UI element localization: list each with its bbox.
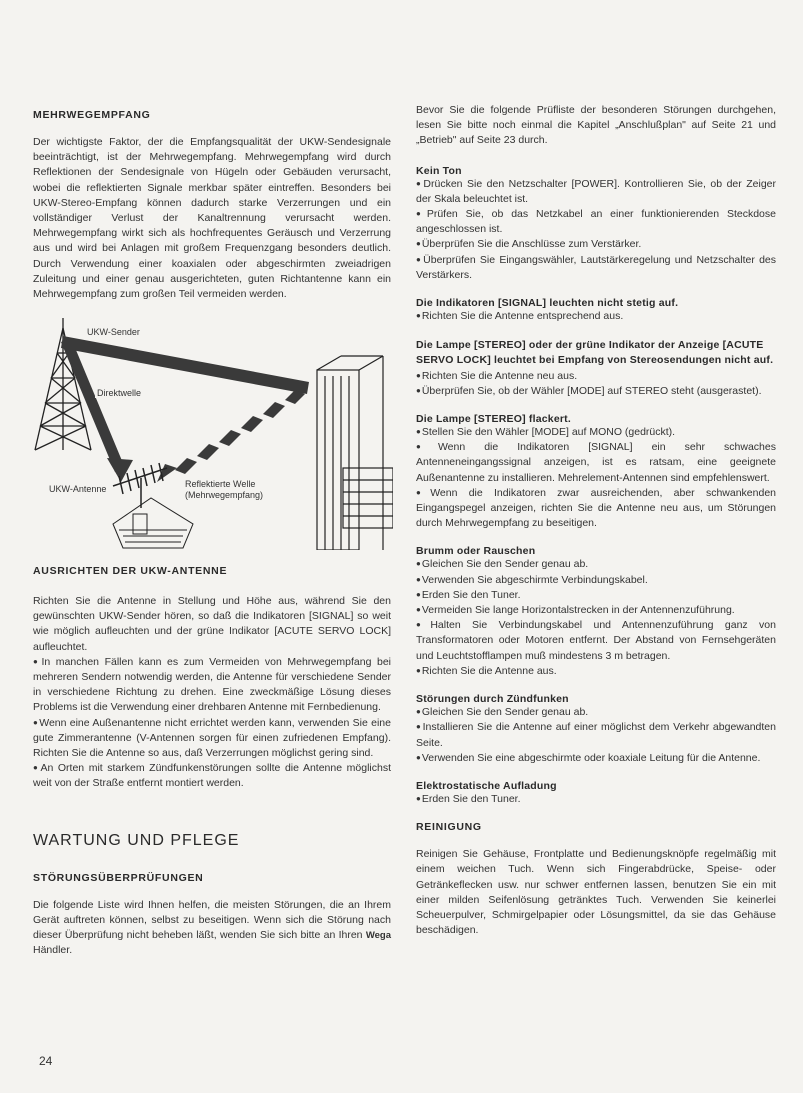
section-title: Elektrostatische Aufladung	[416, 779, 557, 792]
list-item: ● Installieren Sie die Antenne auf einer möglichst dem Verkehr abgewandten Seite.	[416, 720, 776, 750]
list-item: ● Prüfen Sie, ob das Netzkabel an einer funktionierenden Steckdose angeschlossen ist.	[416, 207, 776, 237]
list-item: ● Richten Sie die Antenne aus.	[416, 664, 776, 679]
label-ukw-antenne: UKW-Antenne	[49, 484, 107, 494]
section-title: Brumm oder Rauschen	[416, 545, 536, 558]
list-item: ● Richten Sie die Antenne neu aus.	[416, 369, 776, 384]
list-item: ● Überprüfen Sie, ob der Wähler [MODE] auf STEREO steht (ausgerastet).	[416, 384, 776, 399]
heading-mehrwegempfang: MEHRWEGEMPFANG	[33, 109, 151, 121]
section-title: Kein Ton	[416, 164, 462, 177]
list-item: ● Verwenden Sie eine abgeschirmte oder koaxiale Leitung für die Antenne.	[416, 751, 776, 766]
label-ukw-sender: UKW-Sender	[87, 327, 140, 337]
paragraph-ausrichten: Richten Sie die Antenne in Stellung und Höhe aus, während Sie den gewünschten UKW-Sender hören, so daß die Indikatoren [SIGNAL] so weit wie möglich aufleuchten und der grüne Indikator [ACUTE SERVO LOCK] aufleuchtet.	[33, 595, 391, 653]
list-item: ● Stellen Sie den Wähler [MODE] auf MONO (gedrückt).	[416, 425, 776, 440]
list-item: ● Wenn die Indikatoren zwar ausreichenden, aber schwankenden Eingangspegel anzeigen, richten Sie die Antenne neu aus, um Störungen durch Mehrwegempfang zu beseitigen.	[416, 486, 776, 532]
list-item: ● Erden Sie den Tuner.	[416, 792, 776, 807]
left-column-lower	[33, 565, 391, 958]
list-item: ● Überprüfen Sie Eingangswähler, Lautstärkeregelung und Netzschalter des Verstärkers.	[416, 253, 776, 283]
paragraph-intro: Bevor Sie die folgende Prüfliste der besonderen Störungen durchgehen, lesen Sie bitte noch einmal die Kapitel „Anschlußplan" auf Seite 21 und „Betrieb" auf Seite 23 durch.	[416, 104, 776, 147]
section-title: Die Indikatoren [SIGNAL] leuchten nicht stetig auf.	[416, 297, 679, 310]
list-item: ● Drücken Sie den Netzschalter [POWER]. Kontrollieren Sie, ob der Zeiger der Skala beleuchtet ist.	[416, 177, 776, 207]
list-item: ● Vermeiden Sie lange Horizontalstrecken in der Antennenzuführung.	[416, 603, 776, 618]
multipath-figure	[33, 318, 393, 550]
paragraph-reinigung: Reinigen Sie Gehäuse, Frontplatte und Bedienungsknöpfe regelmäßig mit einem weichen Tuch. Wenn sich Fingerabdrücke, Speise- oder Getränkeflecken usw. nur schwer entfernen lassen, benutzen Sie ein mit einer milden Seifenlösung getränktes Tuch. Verwenden Sie keinerlei Scheuerpulver, Schmirgelpapier oder Lösungsmittel, da sie das Gehäuse beschädigen.	[416, 848, 776, 937]
list-item: ● Verwenden Sie abgeschirmte Verbindungskabel.	[416, 573, 776, 588]
section-title: Die Lampe [STEREO] oder der grüne Indikator der Anzeige [ACUTE SERVO LOCK] leuchtet bei Empfang von Stereosendungen nicht auf.	[416, 339, 774, 367]
paragraph-mehrwegempfang: Der wichtigste Faktor, der die Empfangsqualität der UKW-Sendesignale beeinträchtigt, ist der Mehrwegempfang. Mehrwegempfang wird durch Reflektionen der Sendesignale von Hügeln oder Gebäuden verursacht, wobei die reflektierten Signale merkbar später eintreffen. Besonders bei UKW-Stereo-Empfang können dadurch starke Verzerrungen und ein vollständiger Verlust der Kanaltrennung verursacht werden. Mehrwegempfang wirkt sich als hochfrequentes Geräusch und Verzerrung aus und wird bei Anlagen mit großem Frequenzgang besonders deutlich. Durch Verwendung einer koaxialen oder abgeschirmten zweiadrigen Zuleitung und einer genau ausgerichteten, guten Richtantenne kann ein Mehrwegempfang zum großen Teil vermeiden werden.	[33, 136, 391, 301]
list-item: ● Wenn die Indikatoren [SIGNAL] ein sehr schwaches Antenneneingangssignal anzeigen, ist es ratsam, eine geeignete Außenantenne zu installieren. Mehrelement-Antennen sind empfehlenswert.	[416, 440, 776, 486]
section-title: Die Lampe [STEREO] flackert.	[416, 413, 571, 426]
list-item: ● In manchen Fällen kann es zum Vermeiden von Mehrwegempfang bei mehreren Sendern notwendig werden, die Antenne für verschiedene Sender in verschiedene Richtung zu drehen. Eine zweckmäßige Lösung dieses Problems ist die Verwendung einer drehbaren Antenne mit Fernbedienung.	[33, 655, 391, 716]
label-mehrwegempfang: (Mehrwegempfang)	[185, 490, 264, 500]
section-title: Störungen durch Zündfunken	[416, 693, 569, 706]
right-column	[416, 103, 776, 938]
paragraph-liste: Die folgende Liste wird Ihnen helfen, die meisten Störungen, die an Ihrem Gerät auftreten können, selbst zu beseitigen. Wenn sich die Störung nach dieser Überprüfung nicht beheben läßt, wenden Sie sich bitte an Ihren Wega Händler.	[33, 898, 391, 957]
left-column	[33, 0, 391, 302]
heading-reinigung: REINIGUNG	[416, 821, 482, 834]
list-item: ● Halten Sie Verbindungskabel und Antennenzuführung ganz von Transformatoren oder Motoren entfernt. Der Abstand von Fernsehgeräten und Leuchtstofflampen muß mindestens 3 m betragen.	[416, 618, 776, 664]
label-direktwelle: Direktwelle	[97, 388, 142, 398]
list-item: ● Richten Sie die Antenne entsprechend aus.	[416, 309, 776, 324]
label-reflektierte-welle: Reflektierte Welle	[185, 479, 256, 489]
list-item: ● Wenn eine Außenantenne nicht errichtet werden kann, verwenden Sie eine gute Zimmerantenne (V-Antennen sorgen für einen zufriedenen Empfang). Richten Sie die Antenne so aus, daß Verzerrungen möglichst gering sind.	[33, 716, 391, 762]
multipath-illustration	[33, 318, 393, 550]
heading-stoerungsueberpruefungen: STÖRUNGSÜBERPRÜFUNGEN	[33, 871, 204, 884]
page-number: 24	[39, 1054, 53, 1068]
list-item: ● An Orten mit starkem Zündfunkenstörungen sollte die Antenne möglichst weit von der Straße entfernt montiert werden.	[33, 761, 391, 791]
heading-ausrichten: AUSRICHTEN DER UKW-ANTENNE	[33, 565, 228, 577]
list-item: ● Gleichen Sie den Sender genau ab.	[416, 705, 776, 720]
list-item: ● Gleichen Sie den Sender genau ab.	[416, 557, 776, 572]
brand-wega: Wega	[365, 930, 391, 942]
list-item: ● Überprüfen Sie die Anschlüsse zum Verstärker.	[416, 237, 776, 252]
heading-wartung: WARTUNG UND PFLEGE	[33, 831, 240, 849]
list-item: ● Erden Sie den Tuner.	[416, 588, 776, 603]
